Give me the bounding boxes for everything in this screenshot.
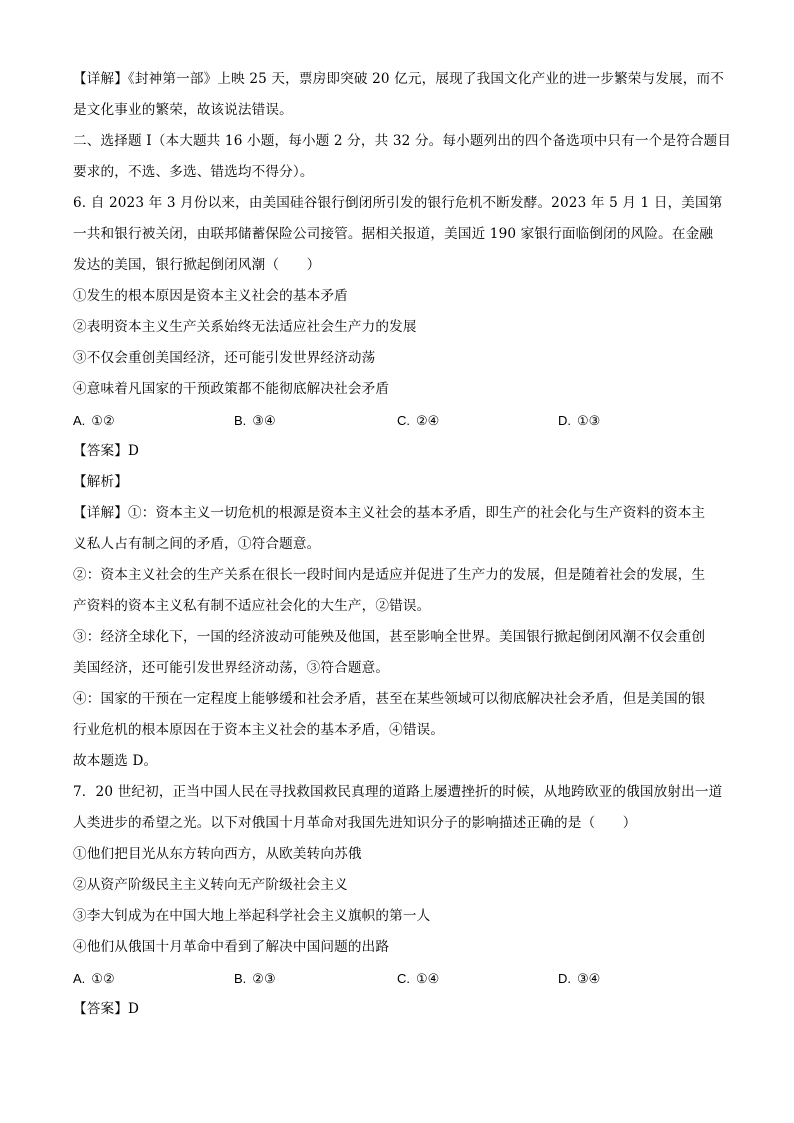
section-heading-line-2: 要求的，不选、多选、错选均不得分）。: [73, 164, 314, 180]
q6-option-4: ④意味着凡国家的干预政策都不能彻底解决社会矛盾: [73, 381, 390, 397]
q6-choice-b: [234, 405, 276, 437]
q6-detail-line-8: 行业危机的根本原因在于资本主义社会的基本矛盾，④错误。: [73, 722, 445, 738]
choice-letter: D.: [558, 413, 571, 428]
choice-letter: A.: [73, 413, 86, 428]
choice-letter: C.: [397, 413, 410, 428]
q7-option-4: ④他们从俄国十月革命中看到了解决中国问题的出路: [73, 939, 390, 955]
q6-stem-line-2: 一共和银行被关闭，由联邦储蓄保险公司接管。据相关报道，美国近 190 家银行面临倒闭的风险。在金融: [73, 226, 714, 242]
q6-option-1: ①发生的根本原因是资本主义社会的基本矛盾: [73, 288, 348, 304]
q6-detail-line-2: 义私人占有制之间的矛盾，①符合题意。: [73, 536, 321, 552]
q7-answer: 【答案】D: [73, 1001, 140, 1017]
choice-text: ①④: [416, 972, 440, 987]
q6-option-3: ③不仅会重创美国经济，还可能引发世界经济动荡: [73, 350, 376, 366]
intro-detail-line-1: 【详解】《封神第一部》上映 25 天，票房即突破 20 亿元，展现了我国文化产业的进一步繁荣与发展，而不: [73, 71, 725, 87]
choice-letter: A.: [73, 971, 86, 986]
q6-detail-line-6: 美国经济，还可能引发世界经济动荡，③符合题意。: [73, 660, 390, 676]
q6-detail-line-1: 【详解】①：资本主义一切危机的根源是资本主义社会的基本矛盾，即生产的社会化与生产资料的资本主: [73, 505, 706, 521]
q6-choice-d: [558, 405, 600, 437]
q6-detail-line-4: 产资料的资本主义私有制不适应社会化的大生产，②错误。: [73, 598, 431, 614]
intro-detail-line-2: 是文化事业的繁荣，故该说法错误。: [73, 102, 293, 118]
q7-stem-line-2: 人类进步的希望之光。以下对俄国十月革命对我国先进知识分子的影响描述正确的是（ ）: [73, 815, 637, 831]
choice-letter: B.: [234, 971, 247, 986]
document-page: [73, 64, 732, 1025]
q6-choice-c: [397, 405, 439, 437]
section-heading-line-1: 二、选择题 I（本大题共 16 小题，每小题 2 分，共 32 分。每小题列出的四个备选项中只有一个是符合题目: [73, 133, 732, 149]
q6-choices: [73, 405, 723, 436]
choice-letter: B.: [234, 413, 247, 428]
choice-letter: C.: [397, 971, 410, 986]
choice-text: ②④: [416, 414, 440, 429]
q7-stem-line-1: 7．20 世纪初，正当中国人民在寻找救国救民真理的道路上屡遭挫折的时候，从地跨欧亚的俄国放射出一道: [73, 784, 723, 800]
q6-stem-line-3: 发达的美国，银行掀起倒闭风潮（ ）: [73, 257, 321, 273]
choice-letter: D.: [558, 971, 571, 986]
q6-option-2: ②表明资本主义生产关系始终无法适应社会生产力的发展: [73, 319, 417, 335]
choice-text: ①②: [91, 972, 115, 987]
choice-text: ③④: [252, 414, 276, 429]
q7-option-1: ①他们把目光从东方转向西方，从欧美转向苏俄: [73, 846, 362, 862]
q7-choice-c: [397, 963, 439, 995]
q6-answer: 【答案】D: [73, 443, 140, 459]
q6-analysis-label: 【解析】: [73, 474, 128, 490]
question-7: [73, 777, 723, 1025]
choice-text: ①③: [577, 414, 601, 429]
q6-choice-a: [73, 405, 115, 437]
q7-choice-a: [73, 963, 115, 995]
q6-detail-line-7: ④：国家的干预在一定程度上能够缓和社会矛盾，甚至在某些领域可以彻底解决社会矛盾，但是美国的银: [73, 691, 706, 707]
q7-choices: [73, 963, 723, 994]
q7-choice-d: [558, 963, 600, 995]
question-6: [73, 188, 723, 777]
q6-conclusion: 故本题选 D。: [73, 753, 158, 769]
q7-option-2: ②从资产阶级民主主义转向无产阶级社会主义: [73, 877, 348, 893]
q6-stem-line-1: 6. 自 2023 年 3 月份以来，由美国硅谷银行倒闭所引发的银行危机不断发酵。2023 年 5 月 1 日，美国第: [73, 195, 723, 211]
choice-text: ①②: [91, 414, 115, 429]
choice-text: ②③: [252, 972, 276, 987]
choice-text: ③④: [577, 972, 601, 987]
q6-detail-line-3: ②：资本主义社会的生产关系在很长一段时间内是适应并促进了生产力的发展，但是随着社会的发展，生: [73, 567, 706, 583]
q7-option-3: ③李大钊成为在中国大地上举起科学社会主义旗帜的第一人: [73, 908, 431, 924]
q7-choice-b: [234, 963, 276, 995]
q6-detail-line-5: ③：经济全球化下，一国的经济波动可能殃及他国，甚至影响全世界。美国银行掀起倒闭风潮不仅会重创: [73, 629, 706, 645]
